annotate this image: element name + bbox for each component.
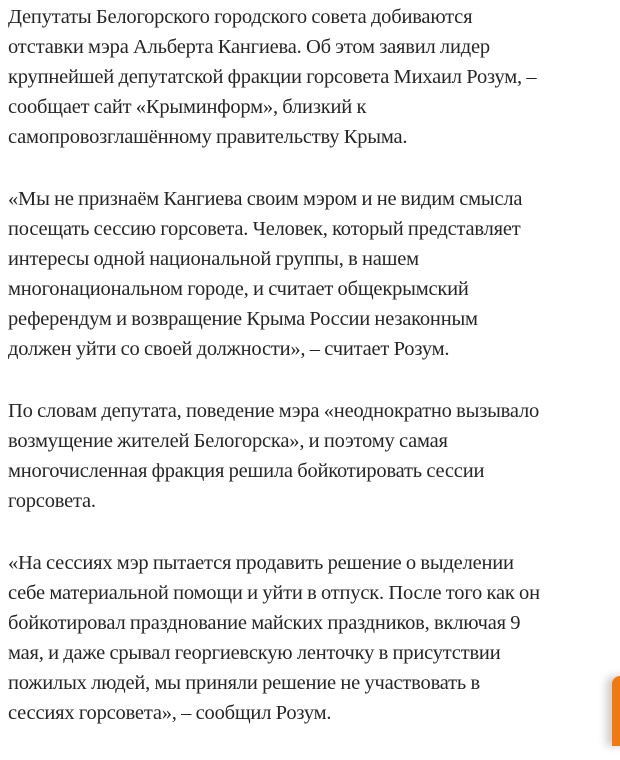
text-line: многочисленная фракция решила бойкотировать сессии xyxy=(8,460,485,482)
paragraph-4 xyxy=(8,548,620,728)
text-line: По словам депутата, поведение мэра «неоднократно вызывало xyxy=(8,400,540,422)
text-line: себе материальной помощи и уйти в отпуск. После того как он xyxy=(8,582,540,604)
text-line: сообщает сайт «Крыминформ», близкий к xyxy=(8,96,367,118)
paragraph-3 xyxy=(8,396,620,516)
text-line: возмущение жителей Белогорска», и поэтому самая xyxy=(8,430,448,452)
text-line: пожилых людей, мы приняли решение не участвовать в xyxy=(8,672,480,694)
text-line: горсовета. xyxy=(8,490,96,512)
text-line: бойкотировал празднование майских праздников, включая 9 xyxy=(8,612,521,634)
text-line: «Мы не признаём Кангиева своим мэром и не видим смысла xyxy=(8,188,523,210)
text-line: референдум и возвращение Крыма России незаконным xyxy=(8,308,478,330)
text-line: Депутаты Белогорского городского совета добиваются xyxy=(8,6,473,28)
text-line: многонациональном городе, и считает общекрымский xyxy=(8,278,469,300)
text-line: «На сессиях мэр пытается продавить решение о выделении xyxy=(8,552,514,574)
text-line: должен уйти со своей должности», – считает Розум. xyxy=(8,338,450,360)
text-line: интересы одной национальной группы, в нашем xyxy=(8,248,419,270)
text-line: мая, и даже срывал георгиевскую ленточку в присутствии xyxy=(8,642,501,664)
text-line: сессиях горсовета», – сообщил Розум. xyxy=(8,702,332,724)
paragraph-2 xyxy=(8,184,620,364)
text-line: крупнейшей депутатской фракции горсовета Михаил Розум, – xyxy=(8,66,537,88)
article-body xyxy=(8,2,620,760)
paragraph-1 xyxy=(8,2,620,152)
text-line: самопровозглашённому правительству Крыма. xyxy=(8,126,408,148)
text-line: отставки мэра Альберта Кангиева. Об этом заявил лидер xyxy=(8,36,490,58)
floating-side-tab[interactable] xyxy=(612,676,620,746)
text-line: посещать сессию горсовета. Человек, который представляет xyxy=(8,218,521,240)
